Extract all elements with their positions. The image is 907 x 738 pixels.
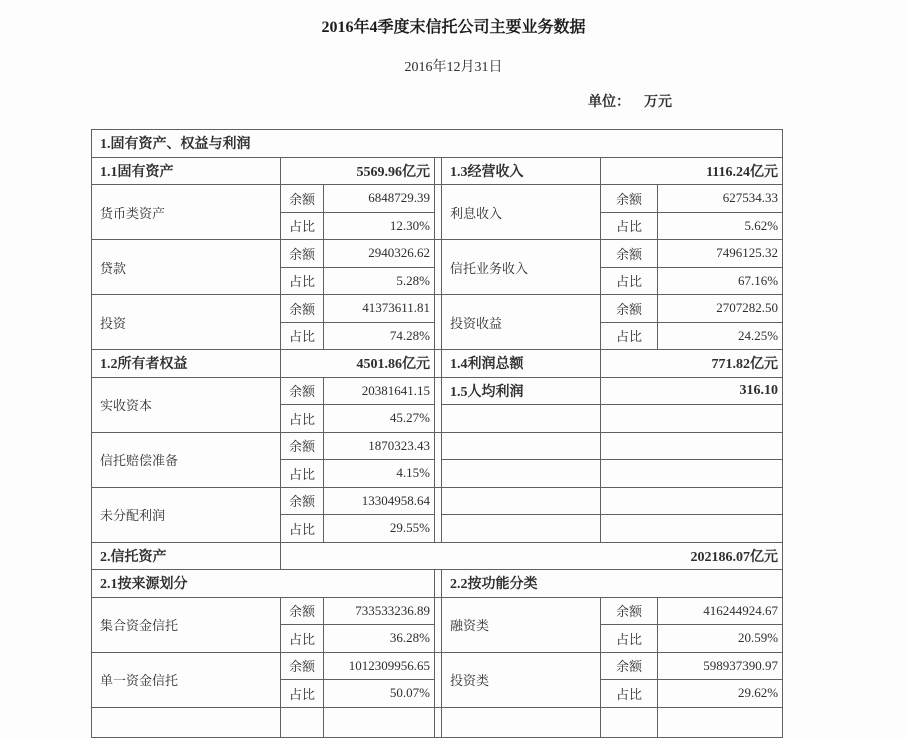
table-row	[92, 240, 783, 268]
s15-value: 316.10	[601, 377, 783, 405]
table-row	[92, 597, 783, 625]
s15-label: 1.5人均利润	[442, 377, 601, 405]
column-gap	[435, 597, 442, 652]
table-row	[92, 652, 783, 680]
empty-cell	[442, 515, 601, 543]
s13-label: 1.3经营收入	[442, 157, 601, 185]
function-item-label: 融资类	[442, 597, 601, 652]
share-label: 占比	[281, 515, 324, 543]
business-data-table	[91, 129, 783, 738]
share-value: 5.28%	[324, 267, 435, 295]
asset-item-label: 投资	[92, 295, 281, 350]
income-item-label: 信托业务收入	[442, 240, 601, 295]
column-gap	[435, 570, 442, 598]
balance-value: 416244924.67	[658, 597, 783, 625]
balance-label: 余额	[281, 240, 324, 268]
column-gap	[435, 295, 442, 350]
balance-value: 598937390.97	[658, 652, 783, 680]
share-value: 20.59%	[658, 625, 783, 653]
equity-item-label: 信托赔偿准备	[92, 432, 281, 487]
balance-label: 余额	[281, 597, 324, 625]
table-row	[92, 432, 783, 460]
clipped-cell	[92, 707, 281, 737]
section1-header: 1.固有资产、权益与利润	[92, 130, 783, 158]
share-value: 74.28%	[324, 322, 435, 350]
share-value: 4.15%	[324, 460, 435, 488]
table-row	[92, 707, 783, 737]
table-row	[92, 157, 783, 185]
share-label: 占比	[281, 322, 324, 350]
table-row	[92, 377, 783, 405]
share-label: 占比	[601, 322, 658, 350]
column-gap	[435, 350, 442, 378]
balance-value: 41373611.81	[324, 295, 435, 323]
column-gap	[435, 377, 442, 432]
balance-label: 余额	[281, 487, 324, 515]
s22-header: 2.2按功能分类	[442, 570, 783, 598]
balance-label: 余额	[601, 240, 658, 268]
balance-label: 余额	[601, 185, 658, 213]
s12-label: 1.2所有者权益	[92, 350, 281, 378]
empty-cell	[442, 432, 601, 460]
balance-label: 余额	[601, 652, 658, 680]
asset-item-label: 货币类资产	[92, 185, 281, 240]
table-row	[92, 570, 783, 598]
table-row	[92, 130, 783, 158]
table-row	[92, 295, 783, 323]
share-value: 45.27%	[324, 405, 435, 433]
share-label: 占比	[601, 212, 658, 240]
table-row	[92, 487, 783, 515]
share-value: 5.62%	[658, 212, 783, 240]
clipped-cell	[601, 707, 658, 737]
share-label: 占比	[601, 267, 658, 295]
table-row	[92, 542, 783, 570]
share-label: 占比	[281, 680, 324, 708]
asset-item-label: 贷款	[92, 240, 281, 295]
share-value: 50.07%	[324, 680, 435, 708]
share-value: 24.25%	[658, 322, 783, 350]
balance-value: 1012309956.65	[324, 652, 435, 680]
share-value: 12.30%	[324, 212, 435, 240]
s11-value: 5569.96亿元	[281, 157, 435, 185]
empty-cell	[601, 487, 783, 515]
column-gap	[435, 652, 442, 707]
s21-header: 2.1按来源划分	[92, 570, 435, 598]
empty-cell	[442, 405, 601, 433]
empty-cell	[601, 460, 783, 488]
source-item-label: 集合资金信托	[92, 597, 281, 652]
share-label: 占比	[281, 460, 324, 488]
share-label: 占比	[281, 405, 324, 433]
share-label: 占比	[281, 267, 324, 295]
column-gap	[435, 707, 442, 737]
s14-label: 1.4利润总额	[442, 350, 601, 378]
column-gap	[435, 240, 442, 295]
income-item-label: 利息收入	[442, 185, 601, 240]
s14-value: 771.82亿元	[601, 350, 783, 378]
column-gap	[435, 185, 442, 240]
balance-label: 余额	[281, 377, 324, 405]
balance-value: 20381641.15	[324, 377, 435, 405]
balance-label: 余额	[281, 295, 324, 323]
s12-value: 4501.86亿元	[281, 350, 435, 378]
balance-value: 1870323.43	[324, 432, 435, 460]
empty-cell	[601, 432, 783, 460]
source-item-label: 单一资金信托	[92, 652, 281, 707]
balance-label: 余额	[601, 295, 658, 323]
table-row	[92, 350, 783, 378]
column-gap	[435, 432, 442, 487]
share-value: 29.62%	[658, 680, 783, 708]
unit-value: 万元	[644, 95, 672, 110]
unit-line	[588, 95, 907, 110]
clipped-cell	[442, 707, 601, 737]
report-date: 2016年12月31日	[404, 60, 503, 75]
balance-value: 7496125.32	[658, 240, 783, 268]
section2-label: 2.信托资产	[92, 542, 281, 570]
balance-value: 2707282.50	[658, 295, 783, 323]
share-label: 占比	[601, 680, 658, 708]
balance-value: 733533236.89	[324, 597, 435, 625]
share-value: 67.16%	[658, 267, 783, 295]
function-item-label: 投资类	[442, 652, 601, 707]
s11-label: 1.1固有资产	[92, 157, 281, 185]
equity-item-label: 未分配利润	[92, 487, 281, 542]
clipped-cell	[281, 707, 324, 737]
balance-label: 余额	[281, 432, 324, 460]
table-row	[92, 185, 783, 213]
balance-value: 6848729.39	[324, 185, 435, 213]
share-label: 占比	[281, 212, 324, 240]
empty-cell	[442, 460, 601, 488]
balance-value: 2940326.62	[324, 240, 435, 268]
income-item-label: 投资收益	[442, 295, 601, 350]
empty-cell	[442, 487, 601, 515]
clipped-cell	[324, 707, 435, 737]
unit-label: 单位：	[588, 95, 630, 110]
s13-value: 1116.24亿元	[601, 157, 783, 185]
page-title: 2016年4季度末信托公司主要业务数据	[321, 19, 586, 36]
balance-value: 13304958.64	[324, 487, 435, 515]
balance-label: 余额	[281, 185, 324, 213]
column-gap	[435, 157, 442, 185]
share-value: 29.55%	[324, 515, 435, 543]
balance-label: 余额	[601, 597, 658, 625]
section2-value: 202186.07亿元	[281, 542, 783, 570]
empty-cell	[601, 405, 783, 433]
share-label: 占比	[281, 625, 324, 653]
share-label: 占比	[601, 625, 658, 653]
share-value: 36.28%	[324, 625, 435, 653]
balance-label: 余额	[281, 652, 324, 680]
equity-item-label: 实收资本	[92, 377, 281, 432]
column-gap	[435, 487, 442, 542]
balance-value: 627534.33	[658, 185, 783, 213]
empty-cell	[601, 515, 783, 543]
clipped-cell	[658, 707, 783, 737]
